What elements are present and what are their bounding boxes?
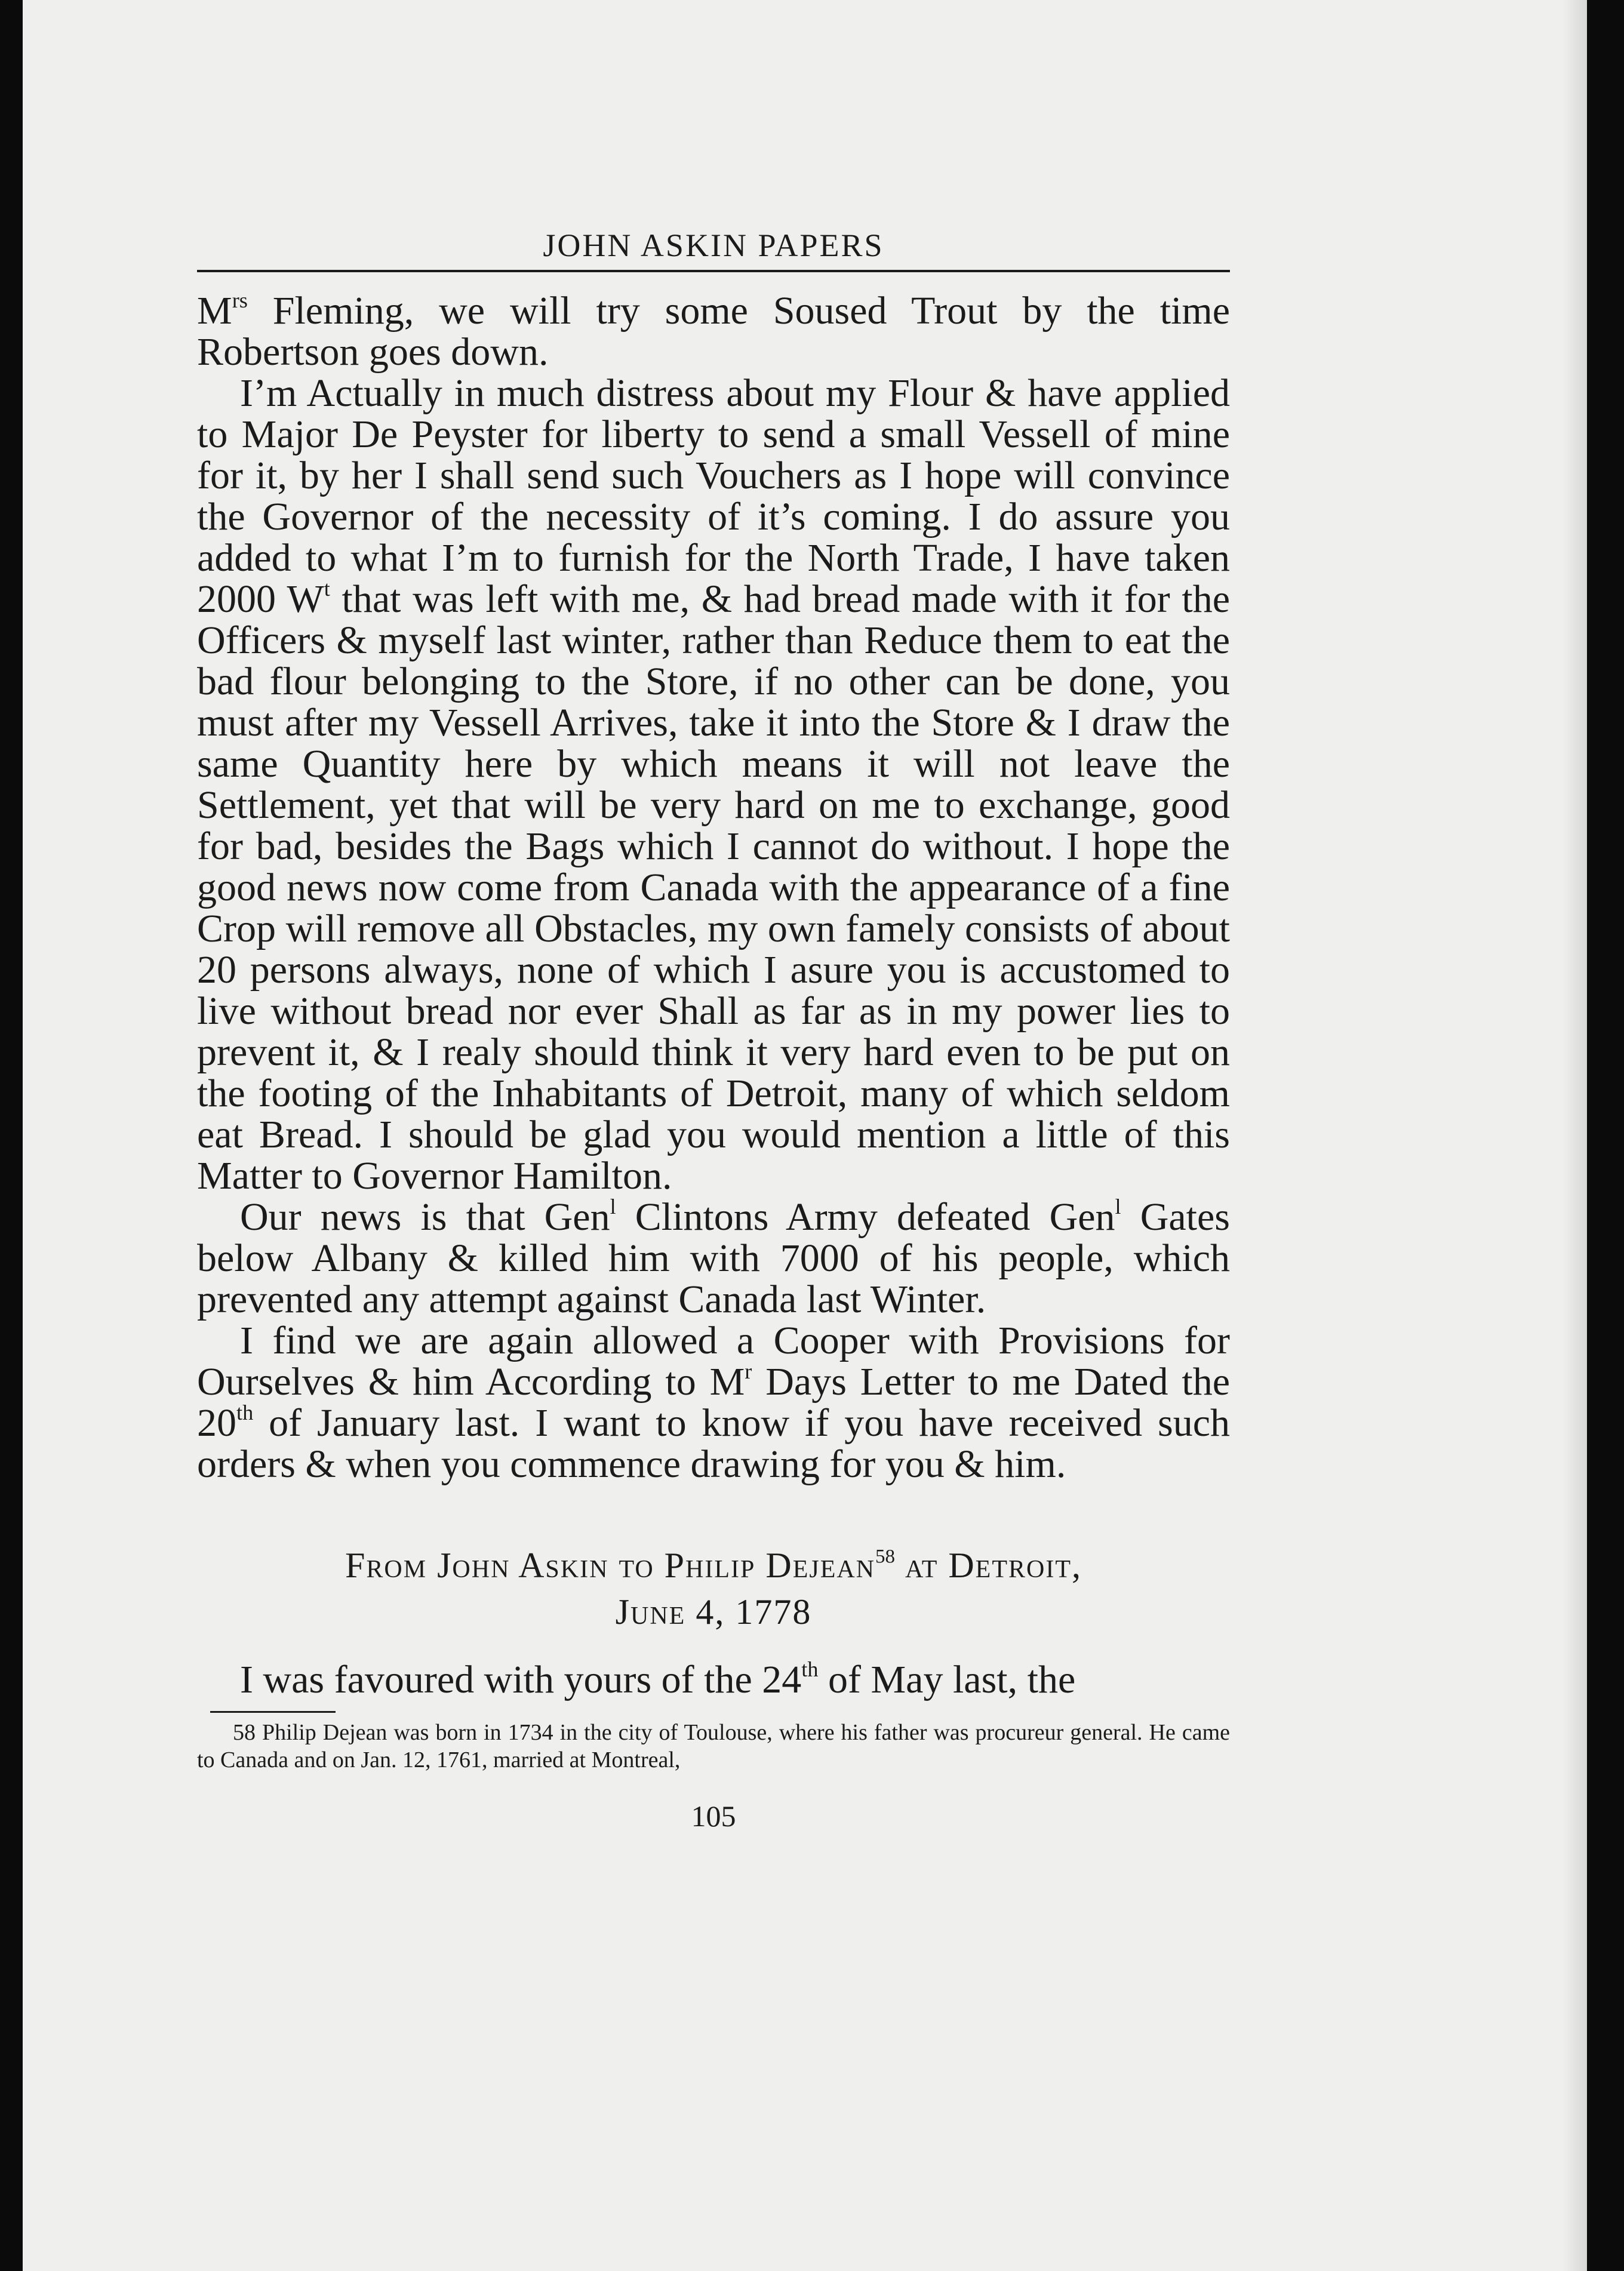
book-page — [23, 0, 1587, 2271]
superscript: th — [801, 1657, 819, 1681]
footnote — [197, 1719, 1230, 1774]
superscript: l — [610, 1194, 616, 1218]
paragraph-1 — [197, 290, 1230, 373]
heading-text: at Detroit, — [895, 1546, 1082, 1585]
paragraph-2 — [197, 373, 1230, 1196]
letter-heading — [197, 1542, 1230, 1635]
superscript: l — [1115, 1194, 1121, 1218]
text-run: I find we are again allowed a Cooper with Provisions for Ourselves & him According to M — [197, 1319, 1230, 1404]
paragraph-4 — [197, 1320, 1230, 1485]
text-run: Fleming, we will try some Soused Trout by the time Robertson goes down. — [197, 289, 1230, 374]
footnote-text: Philip Dejean was born in 1734 in the city of Toulouse, where his father was procureur general. He came to Canada and on Jan. 12, 1761, married at Montreal, — [197, 1720, 1230, 1773]
text-run: Our news is that Gen — [240, 1195, 610, 1239]
paragraph-5 — [197, 1659, 1230, 1700]
text-run: Days Letter to me Dated the 20 — [197, 1360, 1230, 1445]
page-number: 105 — [691, 1799, 736, 1833]
text-run: I’m Actually in much distress about my Flour & have applied to Major De Peyster for liberty to send a small Vessell of mine for it, by her I shall send such Vouchers as I hope will convince the Governor of the necessity of it’s coming. I do assure you added to what I’m to furnish for the North Trade, I have taken 2000 W — [197, 371, 1230, 621]
text-run: of May last, the — [818, 1658, 1076, 1701]
paragraph-3 — [197, 1196, 1230, 1320]
footnote-reference: 58 — [875, 1546, 896, 1568]
heading-line-2: June 4, 1778 — [615, 1592, 812, 1632]
text-run: Clintons Army defeated Gen — [616, 1195, 1115, 1239]
text-run: that was left with me, & had bread made with it for the Officers & myself last winter, rather than Reduce them to eat the bad flour belonging to the Store, if no other can be done, you must after my Vessell Arrives, take it into the Store & I draw the same Quantity here by which means it will not leave the Settlement, yet that will be very hard on me to exchange, good for bad, besides the Bags which I cannot do without. I hope the good news now come from Canada with the appearance of a fine Crop will remove all Obstacles, my own famely consists of about 20 persons always, none of which I asure you is accustomed to live without bread nor ever Shall as far as in my power lies to prevent it, & I realy should think it very hard even to be put on the footing of the Inhabitants of Detroit, many of which seldom eat Bread. I should be glad you would mention a little of this Matter to Governor Hamilton. — [197, 577, 1230, 1198]
heading-line-1 — [197, 1542, 1230, 1589]
superscript: th — [236, 1400, 254, 1424]
footnote-rule — [210, 1711, 336, 1713]
heading-text: From John Askin to Philip Dejean — [345, 1546, 876, 1585]
superscript: r — [745, 1359, 752, 1383]
text-run: of January last. I want to know if you have received such orders & when you commence drawing for you & him. — [197, 1401, 1230, 1486]
text-run: I was favoured with yours of the 24 — [240, 1658, 802, 1701]
text-run: M — [197, 289, 232, 333]
superscript: t — [324, 576, 330, 601]
footnote-number: 58 — [233, 1720, 256, 1745]
text-run: Gates below Albany & killed him with 7000 of his people, which prevented any attempt against Canada last Winter. — [197, 1195, 1230, 1321]
running-head: JOHN ASKIN PAPERS — [197, 227, 1230, 272]
page-content — [197, 227, 1230, 1833]
superscript: rs — [232, 288, 248, 312]
